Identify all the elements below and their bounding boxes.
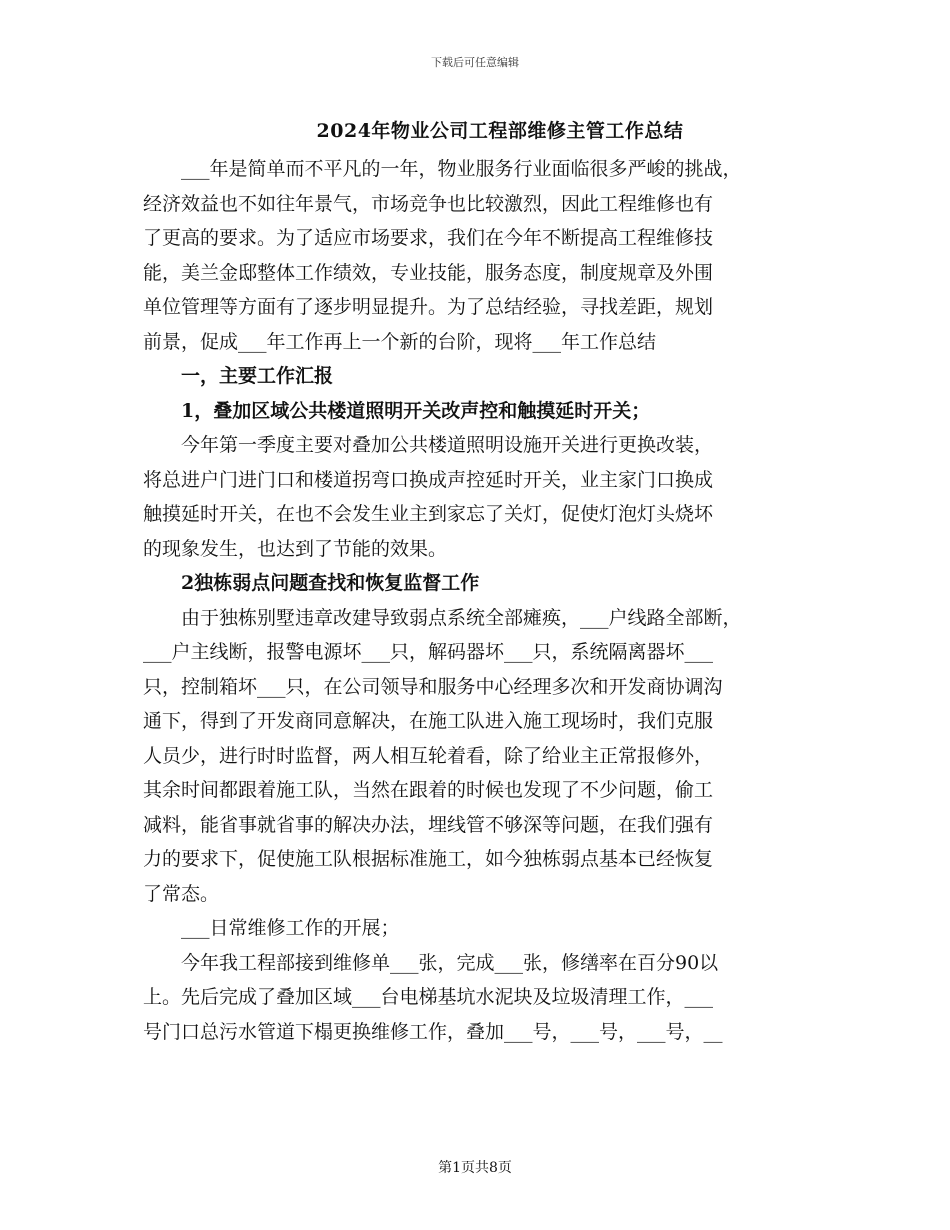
paragraph-line: 将总进户门进门口和楼道拐弯口换成声控延时开关，业主家门口换成 xyxy=(143,468,714,491)
paragraph-line: 人员少，进行时时监督，两人相互轮着看，除了给业主正常报修外， xyxy=(143,744,714,767)
paragraph-line: 触摸延时开关，在也不会发生业主到家忘了关灯，促使灯泡灯头烧坏 xyxy=(143,503,714,525)
page-footer: 第1页共8页 xyxy=(438,1160,512,1176)
document-title: 2024年物业公司工程部维修主管工作总结 xyxy=(316,120,684,142)
document-body xyxy=(143,152,833,1049)
paragraph-line: 上。先后完成了叠加区域___台电梯基坑水泥块及垃圾清理工作，___ xyxy=(143,986,714,1008)
paragraph-line: 号门口总污水管道下榻更换维修工作，叠加___号，___号，___号，__ xyxy=(143,1020,723,1043)
paragraph-line: 今年第一季度主要对叠加公共楼道照明设施开关进行更换改装， xyxy=(143,434,714,456)
paragraph-line: 能，美兰金邸整体工作绩效，专业技能，服务态度，制度规章及外围 xyxy=(143,261,714,284)
paragraph-line: 通下，得到了开发商同意解决，在施工队进入施工现场时，我们克服 xyxy=(143,710,714,732)
paragraph-line: 经济效益也不如往年景气，市场竞争也比较激烈，因此工程维修也有 xyxy=(143,192,714,215)
paragraph-line: 力的要求下，促使施工队根据标准施工，如今独栋弱点基本已经恢复 xyxy=(143,848,714,870)
paragraph-line: 的现象发生，也达到了节能的效果。 xyxy=(143,537,448,560)
paragraph-line: 由于独栋别墅违章改建导致弱点系统全部瘫痪，___户线路全部断， xyxy=(143,606,742,629)
paragraph-line: 减料，能省事就省事的解决办法，埋线管不够深等问题，在我们强有 xyxy=(143,813,714,836)
section-heading: 1，叠加区域公共楼道照明开关改声控和触摸延时开关； xyxy=(143,399,651,422)
paragraph-line: 只，控制箱坏___只，在公司领导和服务中心经理多次和开发商协调沟 xyxy=(143,675,723,698)
paragraph-line: 今年我工程部接到维修单___张，完成___张，修缮率在百分90以 xyxy=(143,951,719,974)
paragraph-line: ___户主线断，报警电源坏___只，解码器坏___只，系统隔离器坏___ xyxy=(143,641,714,663)
section-heading: 2独栋弱点问题查找和恢复监督工作 xyxy=(143,572,480,594)
paragraph-line: 了更高的要求。为了适应市场要求，我们在今年不断提高工程维修技 xyxy=(143,227,714,249)
header-note: 下载后可任意编辑 xyxy=(431,56,519,69)
paragraph-line: ___年是简单而不平凡的一年，物业服务行业面临很多严峻的挑战， xyxy=(143,158,742,180)
section-heading: 一，主要工作汇报 xyxy=(143,365,334,387)
paragraph-line: 其余时间都跟着施工队，当然在跟着的时候也发现了不少问题，偷工 xyxy=(143,779,714,801)
paragraph-line: ___日常维修工作的开展； xyxy=(143,917,400,939)
paragraph-line: 单位管理等方面有了逐步明显提升。为了总结经验，寻找差距，规划 xyxy=(143,296,714,318)
paragraph-line: 前景，促成___年工作再上一个新的台阶，现将___年工作总结 xyxy=(143,330,657,353)
paragraph-line: 了常态。 xyxy=(143,882,220,905)
